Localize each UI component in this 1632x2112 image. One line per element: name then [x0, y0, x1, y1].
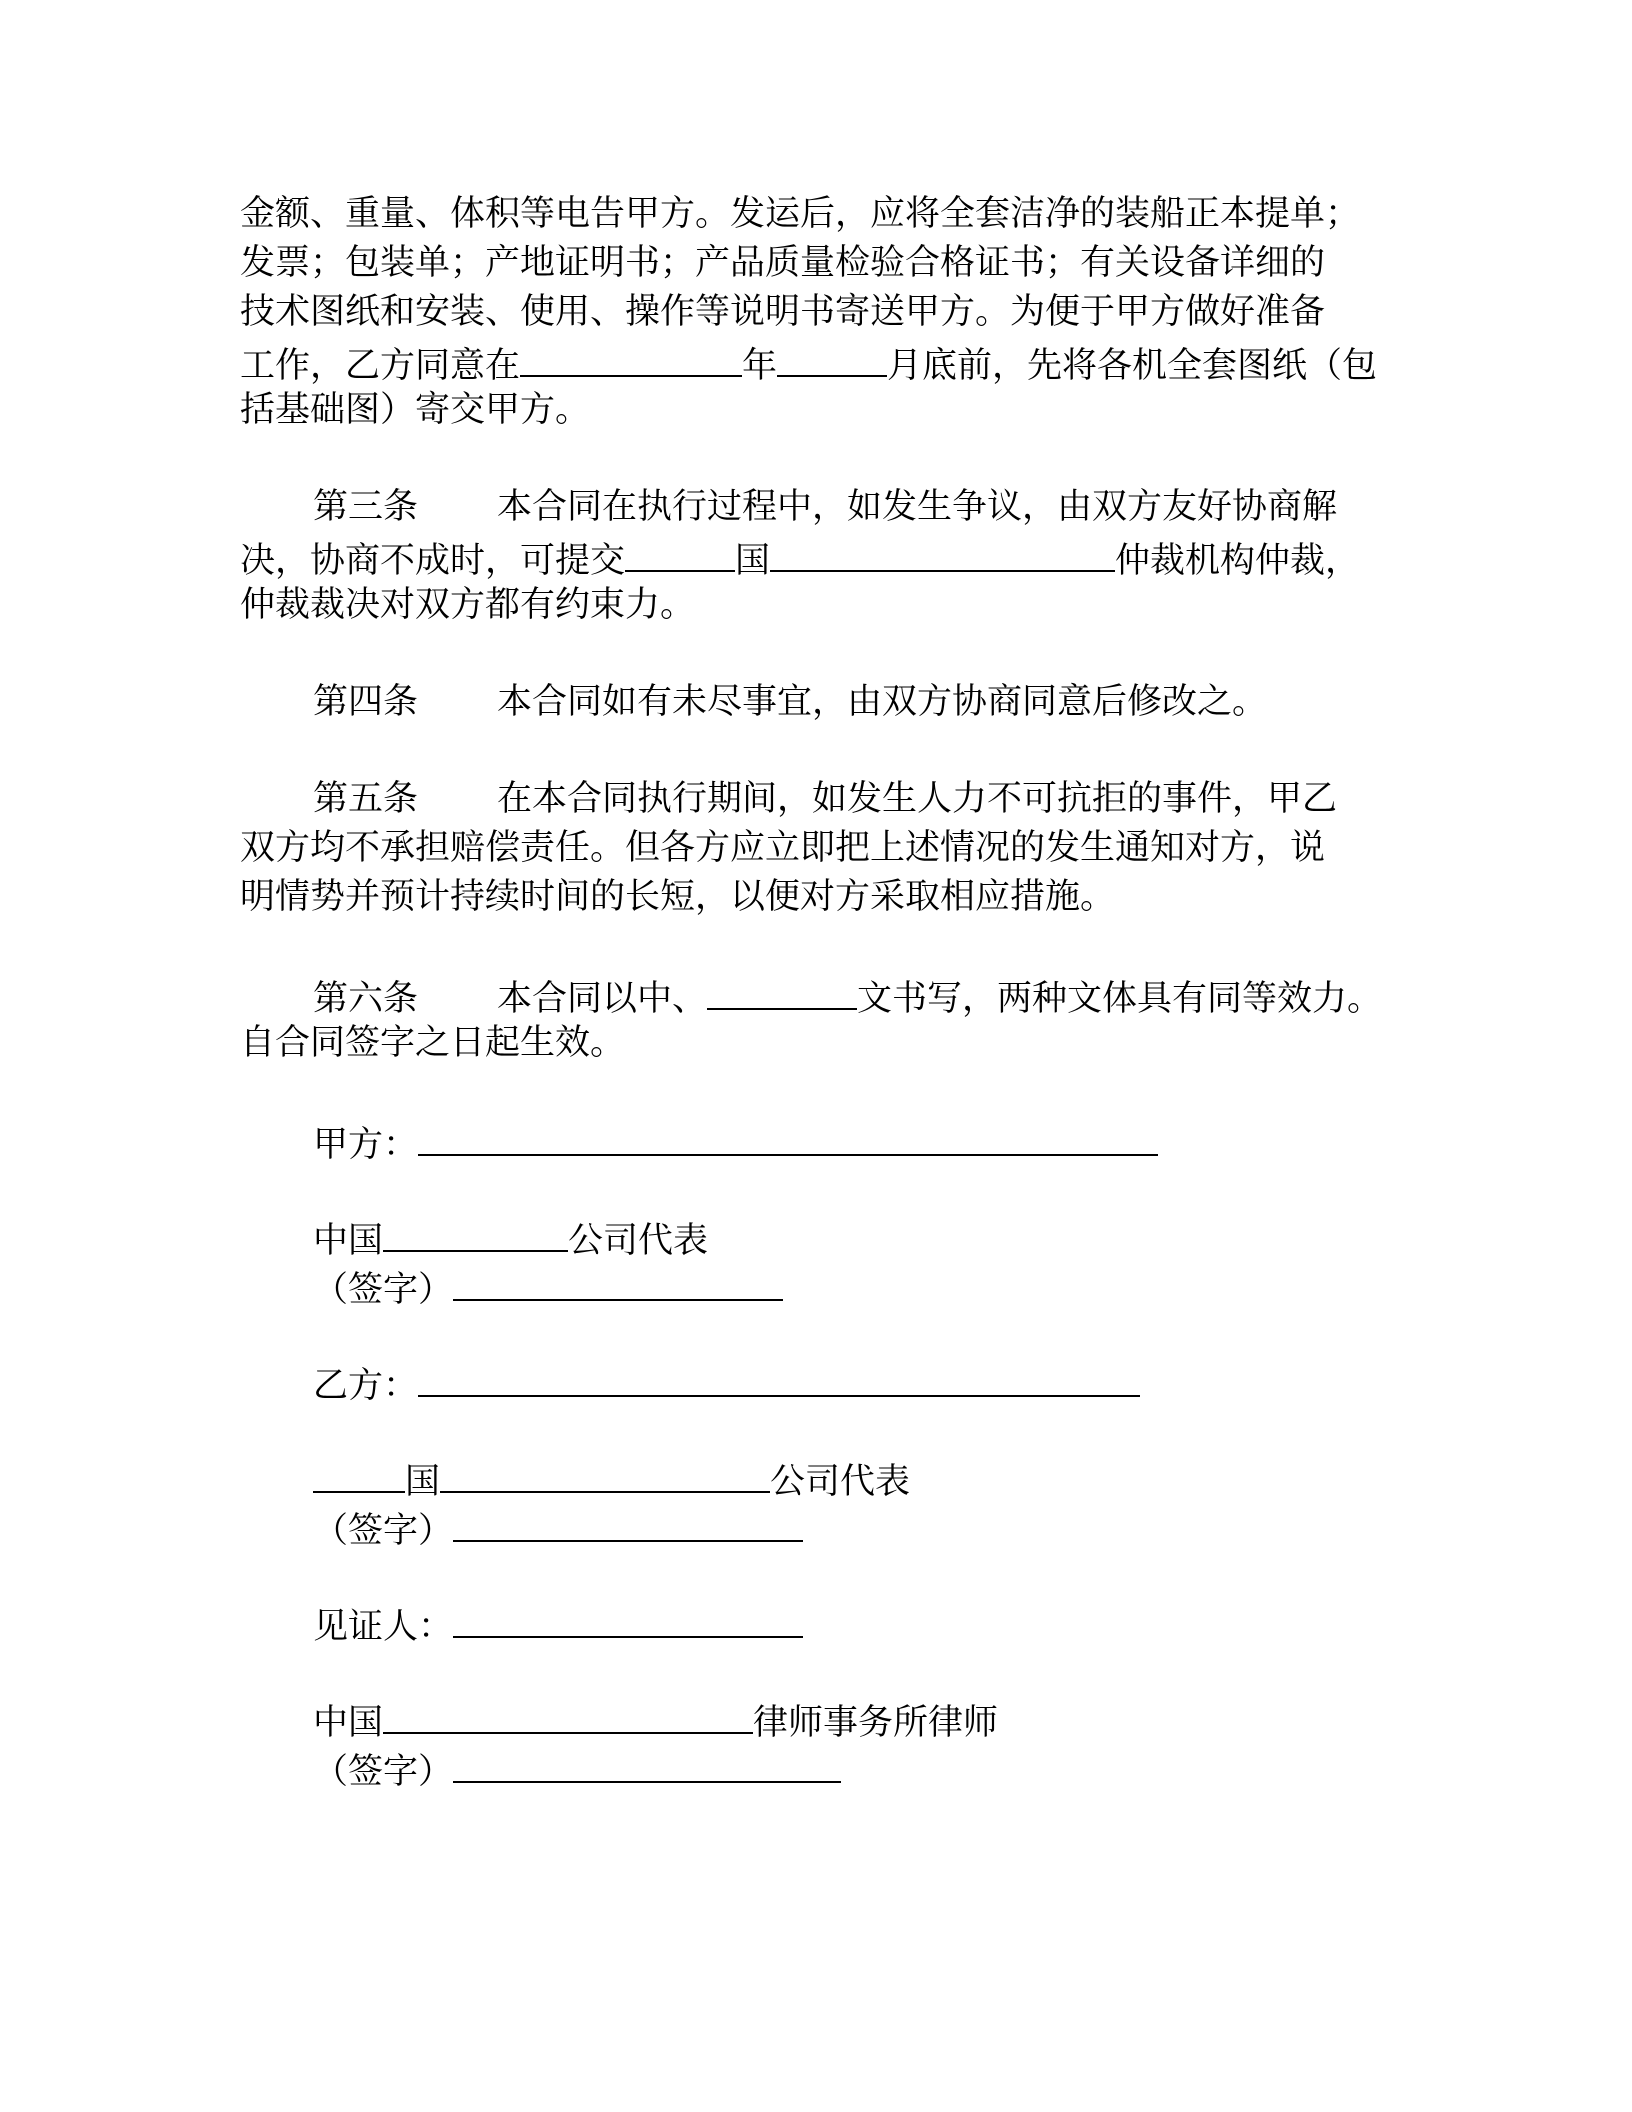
text: 国 — [405, 1462, 441, 1502]
sign-b-line — [240, 1502, 1385, 1551]
text: 年 — [742, 346, 778, 386]
blank-country[interactable] — [625, 532, 735, 572]
text: 本合同在执行过程中，如发生争议，由双方友好协商解 — [497, 487, 1338, 527]
text-line: 发票；包装单；产地证明书；产品质量检验合格证书；有关设备详细的 — [240, 243, 1326, 283]
text-line: 明情势并预计持续时间的长短，以便对方采取相应措施。 — [240, 877, 1116, 917]
text-line — [240, 678, 1385, 727]
text: 工作，乙方同意在 — [240, 346, 521, 386]
country-b-blank[interactable] — [313, 1453, 405, 1493]
text-line: 双方均不承担赔偿责任。但各方应立即把上述情况的发生通知对方，说 — [240, 828, 1326, 868]
text-line: 金额、重量、体积等电告甲方。发运后，应将全套洁净的装船正本提单； — [240, 194, 1361, 234]
party-b-label: 乙方： — [313, 1366, 419, 1406]
sign-a-line — [240, 1261, 1385, 1310]
blank-year[interactable] — [520, 337, 742, 377]
text: 国 — [735, 541, 771, 581]
text-line — [240, 337, 1385, 386]
text-line: 技术图纸和安装、使用、操作等说明书寄送甲方。为便于甲方做好准备 — [240, 292, 1326, 332]
text-line — [240, 970, 1385, 1019]
party-a-blank[interactable] — [418, 1116, 1158, 1156]
text: 中国 — [313, 1221, 384, 1261]
text-line: 仲裁裁决对双方都有约束力。 — [240, 585, 696, 625]
law-firm-blank[interactable] — [383, 1694, 753, 1734]
text: 律师事务所律师 — [753, 1703, 999, 1743]
clause-label: 第六条 — [313, 979, 419, 1019]
text: 本合同如有未尽事宜，由双方协商同意后修改之。 — [497, 682, 1268, 722]
text: 公司代表 — [568, 1221, 709, 1261]
text: 本合同以中、 — [497, 979, 708, 1019]
text-line — [240, 483, 1385, 532]
sign-label: （签字） — [313, 1511, 454, 1551]
sign-w-blank[interactable] — [453, 1743, 841, 1783]
clause-label: 第五条 — [313, 779, 419, 819]
sign-label: （签字） — [313, 1752, 454, 1792]
text: 决，协商不成时，可提交 — [240, 541, 626, 581]
clause-four — [240, 678, 1385, 727]
sign-b-blank[interactable] — [453, 1502, 803, 1542]
text: 在本合同执行期间，如发生人力不可抗拒的事件，甲乙 — [497, 779, 1338, 819]
blank-month[interactable] — [777, 337, 887, 377]
blank-language[interactable] — [707, 970, 857, 1010]
sign-label: （签字） — [313, 1270, 454, 1310]
company-b-blank[interactable] — [440, 1453, 770, 1493]
witness-label: 见证人： — [313, 1607, 454, 1647]
clause-three — [240, 483, 1385, 630]
contract-page — [240, 190, 1385, 1792]
text: 公司代表 — [770, 1462, 911, 1502]
sign-a-blank[interactable] — [453, 1261, 783, 1301]
text: 月底前，先将各机全套图纸（包 — [887, 346, 1378, 386]
text-line: 自合同签字之日起生效。 — [240, 1023, 626, 1063]
party-b-blank[interactable] — [418, 1357, 1140, 1397]
party-a-line — [240, 1116, 1385, 1165]
company-a-blank[interactable] — [383, 1212, 568, 1252]
text: 中国 — [313, 1703, 384, 1743]
signature-block — [240, 1116, 1385, 1792]
witness-blank[interactable] — [453, 1598, 803, 1638]
text: 仲裁机构仲裁， — [1115, 541, 1361, 581]
blank-arbitration[interactable] — [770, 532, 1115, 572]
clause-six — [240, 970, 1385, 1068]
clause-label: 第四条 — [313, 682, 419, 722]
company-a-line — [240, 1212, 1385, 1261]
party-b-line — [240, 1357, 1385, 1406]
clause-five — [240, 775, 1385, 922]
party-a-label: 甲方： — [313, 1125, 419, 1165]
clause-two-continuation — [240, 190, 1385, 435]
text-line — [240, 532, 1385, 581]
sign-w-line — [240, 1743, 1385, 1792]
law-firm-line — [240, 1694, 1385, 1743]
company-b-line — [240, 1453, 1385, 1502]
clause-label: 第三条 — [313, 487, 419, 527]
witness-line — [240, 1598, 1385, 1647]
text: 文书写，两种文体具有同等效力。 — [857, 979, 1383, 1019]
text-line — [240, 775, 1385, 824]
text-line: 括基础图）寄交甲方。 — [240, 390, 591, 430]
